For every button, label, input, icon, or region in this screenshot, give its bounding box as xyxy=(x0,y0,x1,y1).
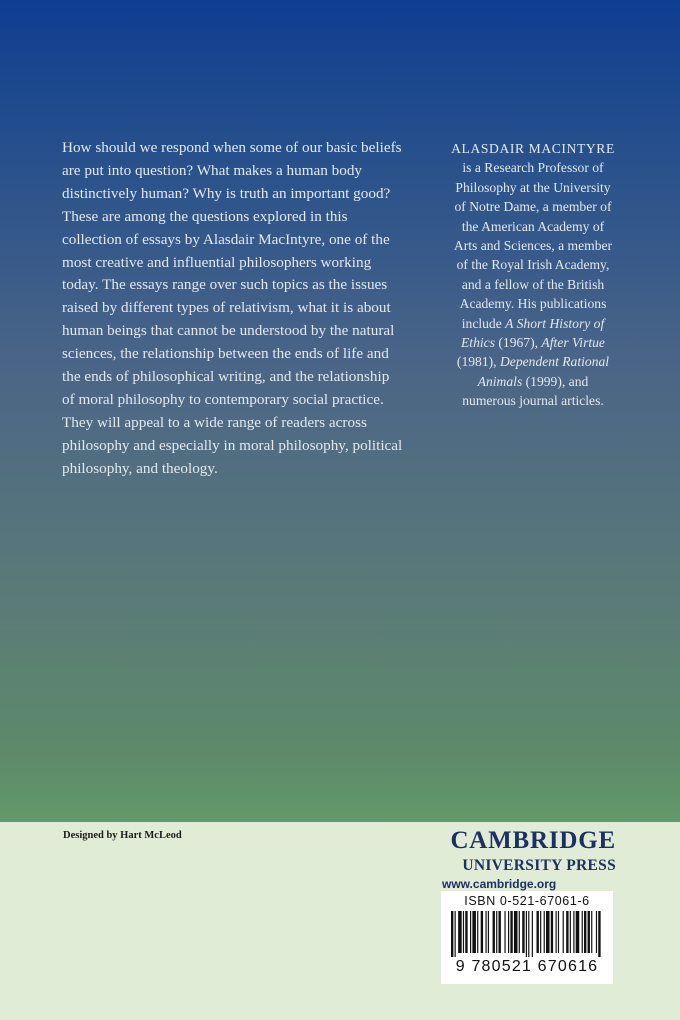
barcode-bar xyxy=(546,911,550,953)
barcode-bar xyxy=(598,911,600,957)
blurb-line: sciences, the relationship between the ends of life and xyxy=(62,345,389,363)
barcode-bar xyxy=(556,911,557,953)
barcode-bar xyxy=(519,911,520,953)
barcode-bar xyxy=(510,911,512,953)
barcode-bar xyxy=(551,911,553,953)
barcode-number: 9 780521 670616 xyxy=(455,958,599,975)
barcode-bar xyxy=(537,911,539,953)
barcode-bar xyxy=(488,911,489,953)
bio-line: Academy. His publications xyxy=(459,296,607,312)
author-bio xyxy=(442,139,624,411)
blurb-line: human beings that cannot be understood by the natural xyxy=(62,322,395,340)
barcode-bar xyxy=(526,911,527,957)
barcode-bar xyxy=(544,911,545,953)
book-title: Ethics xyxy=(461,335,495,351)
publisher-url[interactable]: www.cambridge.org xyxy=(442,877,557,891)
barcode-bar xyxy=(499,911,501,953)
blurb-line: today. The essays range over such topics as the issues xyxy=(62,276,388,294)
barcode-bar xyxy=(463,911,464,953)
bio-line xyxy=(442,372,624,391)
blurb-line: philosophy and especially in moral philosophy, political xyxy=(62,436,403,454)
bio-line: of Notre Dame, a member of xyxy=(454,199,612,215)
bio-line xyxy=(442,333,624,352)
book-year: (1967), xyxy=(494,335,542,351)
barcode-bar xyxy=(558,911,559,953)
blurb-line: distinctively human? Why is truth an important good? xyxy=(62,184,391,202)
bio-line: of the Royal Irish Academy, xyxy=(456,257,610,273)
barcode-bar xyxy=(504,911,505,953)
book-title: A Short History of xyxy=(505,315,605,331)
barcode-bar xyxy=(465,911,467,953)
barcode-bar xyxy=(458,911,462,953)
book-blurb xyxy=(62,137,420,481)
blurb-line: They will appeal to a wide range of readers across xyxy=(62,413,367,431)
blurb-line: How should we respond when some of our basic beliefs xyxy=(62,139,402,156)
blurb-line: philosophy, and theology. xyxy=(62,459,218,477)
bio-line: and a fellow of the British xyxy=(461,276,605,292)
blurb-line: are put into question? What makes a human body xyxy=(62,161,363,179)
barcode-bar xyxy=(573,911,574,953)
barcode-bar xyxy=(591,911,592,953)
barcode-bar xyxy=(576,911,580,953)
barcode-bar xyxy=(566,911,568,953)
barcode-bar xyxy=(508,911,509,953)
barcode-bar xyxy=(563,911,564,953)
barcode-icon xyxy=(451,911,603,957)
blurb-line: most creative and influential philosophers working xyxy=(62,253,372,271)
isbn-label: ISBN 0-521-67061-6 xyxy=(464,894,590,908)
publisher-name: CAMBRIDGE xyxy=(450,827,616,854)
barcode-bar xyxy=(584,911,586,953)
barcode-bar xyxy=(493,911,495,953)
barcode-bar xyxy=(532,911,533,957)
blurb-line: collection of essays by Alasdair MacIntyre, one of the xyxy=(62,230,390,248)
book-year: (1999), and xyxy=(522,373,589,389)
blurb-line: the ends of philosophical writing, and the relationship xyxy=(62,368,390,386)
bio-line xyxy=(442,352,624,371)
barcode-bar xyxy=(514,911,518,953)
book-title: Animals xyxy=(477,373,523,389)
barcode-bar xyxy=(496,911,497,953)
designer-credit: Designed by Hart McLeod xyxy=(63,830,182,841)
book-year: (1981), xyxy=(456,354,500,370)
bio-line: Philosophy at the University xyxy=(455,179,611,195)
barcode-bar xyxy=(470,911,471,953)
barcode-bar xyxy=(582,911,583,953)
bio-line: numerous journal articles. xyxy=(462,393,604,409)
barcode-bar xyxy=(477,911,478,953)
barcode-bar xyxy=(485,911,486,953)
barcode-bar xyxy=(596,911,597,953)
bio-line: the American Academy of xyxy=(461,218,605,234)
blurb-line: raised by different types of relativism, what it is about xyxy=(62,299,391,317)
barcode-bar xyxy=(481,911,483,953)
barcode-bar xyxy=(451,911,453,957)
publisher-press: UNIVERSITY PRESS xyxy=(462,857,616,874)
author-name: ALASDAIR MACINTYRE xyxy=(451,141,615,156)
book-title: After Virtue xyxy=(541,335,605,351)
barcode-bar xyxy=(455,911,456,957)
bio-line xyxy=(442,314,624,333)
bio-line: is a Research Professor of xyxy=(462,160,604,176)
barcode-bar xyxy=(588,911,590,953)
barcode-bar xyxy=(522,911,524,953)
book-title: Dependent Rational xyxy=(499,354,610,370)
blurb-line: These are among the questions explored in this xyxy=(62,207,348,225)
barcode-box xyxy=(441,891,613,984)
publisher-logo xyxy=(440,826,616,892)
bio-text: include xyxy=(461,315,506,331)
barcode-bar xyxy=(570,911,571,953)
barcode-bar xyxy=(540,911,541,953)
blurb-line: of moral philosophy to contemporary social practice. xyxy=(62,390,384,408)
barcode-bar xyxy=(472,911,476,953)
bio-line: Arts and Sciences, a member xyxy=(453,238,613,254)
barcode-bar xyxy=(528,911,529,957)
